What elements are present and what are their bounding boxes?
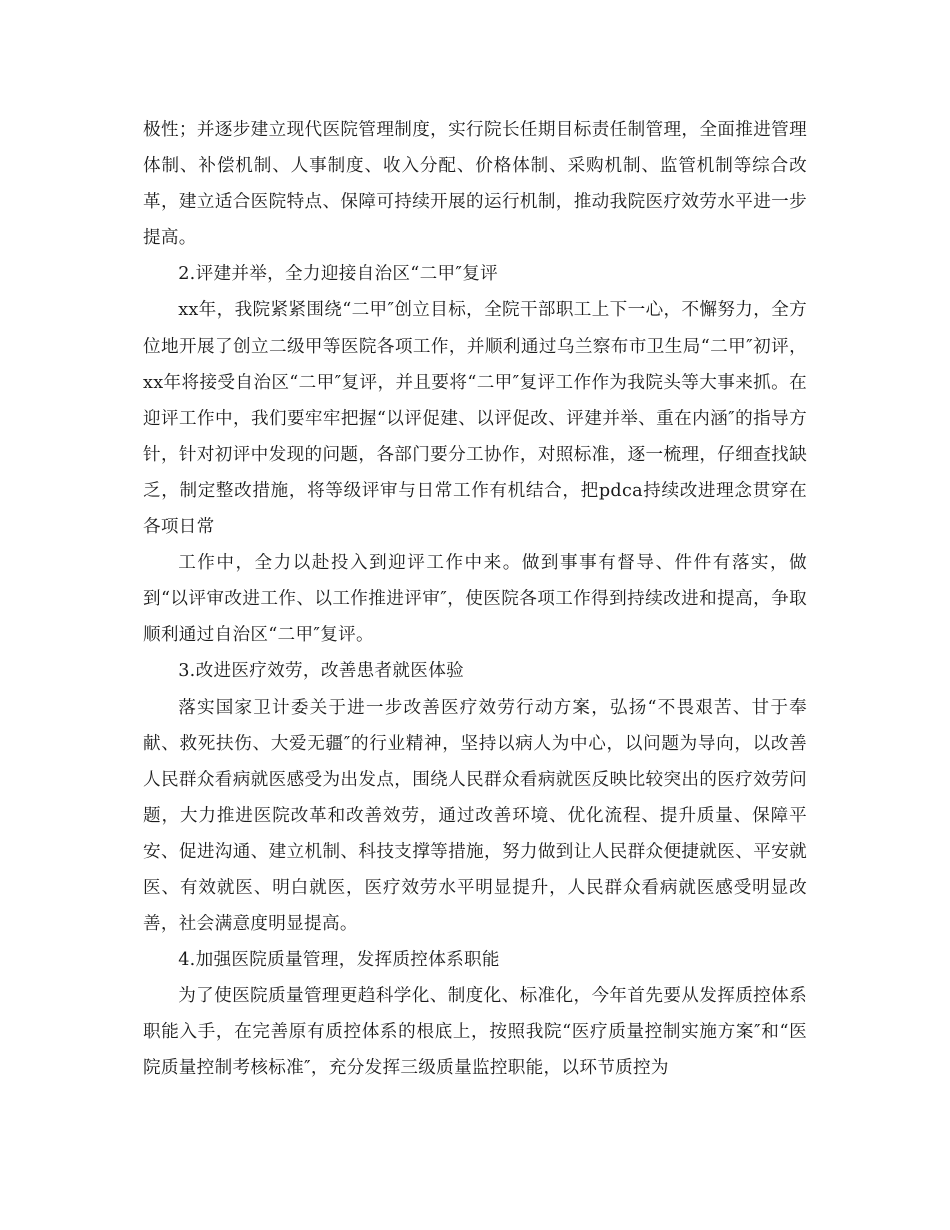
document-body [143, 112, 807, 1087]
section-heading: 4.加强医院质量管理，发挥质控体系职能 [178, 950, 500, 971]
paragraph: 工作中，全力以赴投入到迎评工作中来。做到事事有督导、件件有落实，做到“以评审改进工作、以工作推进评审″，使医院各项工作得到持续改进和提高，争取顺利通过自治区“二甲″复评。 [143, 553, 807, 646]
paragraph: xx年，我院紧紧围绕“二甲″创立目标，全院干部职工上下一心，不懈努力，全方位地开展了创立二级甲等医院各项工作，并顺利通过乌兰察布市卫生局“二甲″初评，xx年将接受自治区“二甲″复评，并且要将“二甲″复评工作作为我院头等大事来抓。在迎评工作中，我们要牢牢把握“以评促建、以评促改、评建并举、重在内涵″的指导方针，针对初评中发现的问题，各部门要分工协作，对照标准，逐一梳理，仔细查找缺乏，制定整改措施，将等级评审与日常工作有机结合，把pdca持续改进理念贯穿在各项日常 [143, 300, 807, 538]
section-heading: 3.改进医疗效劳，改善患者就医体验 [178, 661, 464, 682]
paragraph: 极性；并逐步建立现代医院管理制度，实行院长任期目标责任制管理，全面推进管理体制、补偿机制、人事制度、收入分配、价格体制、采购机制、监管机制等综合改革，建立适合医院特点、保障可持续开展的运行机制，推动我院医疗效劳水平进一步提高。 [143, 120, 807, 249]
section-heading: 2.评建并举，全力迎接自治区“二甲″复评 [178, 264, 499, 285]
paragraph: 落实国家卫计委关于进一步改善医疗效劳行动方案，弘扬“不畏艰苦、甘于奉献、救死扶伤、大爱无疆″的行业精神，坚持以病人为中心，以问题为导向，以改善人民群众看病就医感受为出发点，围绕人民群众看病就医反映比较突出的医疗效劳问题，大力推进医院改革和改善效劳，通过改善环境、优化流程、提升质量、保障平安、促进沟通、建立机制、科技支撑等措施，努力做到让人民群众便捷就医、平安就医、有效就医、明白就医，医疗效劳水平明显提升，人民群众看病就医感受明显改善，社会满意度明显提高。 [143, 697, 807, 935]
paragraph: 为了使医院质量管理更趋科学化、制度化、标准化，今年首先要从发挥质控体系职能入手，在完善原有质控体系的根底上，按照我院“医疗质量控制实施方案″和“医院质量控制考核标准″，充分发挥三级质量监控职能，以环节质控为 [143, 986, 807, 1079]
